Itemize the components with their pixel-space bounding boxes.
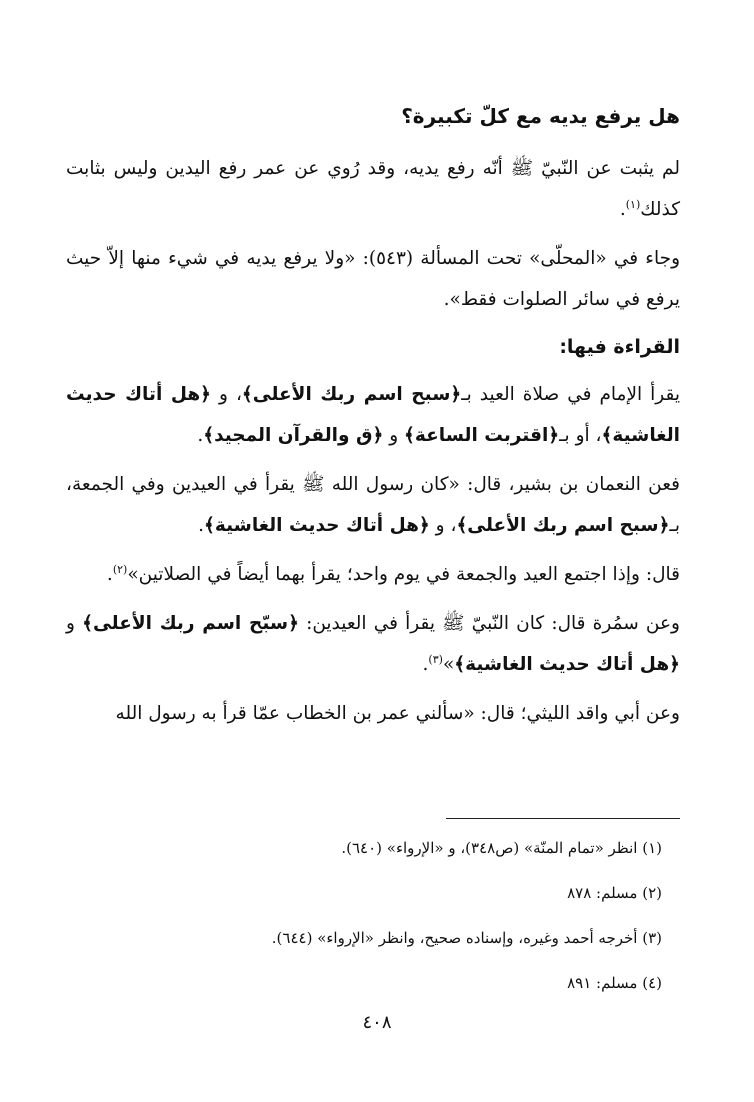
section-heading: هل يرفع يديه مع كلّ تكبيرة؟ xyxy=(401,104,680,128)
footnote-2: (٢) مسلم: ٨٧٨ xyxy=(567,884,662,902)
quran-quote: ﴿ق والقرآن المجيد﴾ xyxy=(203,425,384,446)
paragraph-text: و xyxy=(383,425,405,446)
paragraph-text: ، أو بـ xyxy=(559,425,602,446)
quran-quote: ﴿سبّح اسم ربك الأعلى﴾ xyxy=(82,613,299,634)
paragraph-text: وعن سمُرة قال: كان النّبيّ ﷺ يقرأ في العيدين: xyxy=(298,613,680,634)
quran-quote: ﴿هل أتاك حديث الغاشية﴾ xyxy=(204,515,430,536)
quran-quote: ﴿سبح اسم ربك الأعلى﴾ xyxy=(456,515,670,536)
reading-subheading: القراءة فيها: xyxy=(559,336,680,358)
quran-quote: ﴿هل أتاك حديث الغاشية﴾ xyxy=(66,384,680,446)
intro-paragraphs xyxy=(66,148,680,320)
paragraph-text: يقرأ الإمام في صلاة العيد بـ xyxy=(461,384,681,405)
footnote-1: (١) انظر «تمام المنّة» (ص٣٤٨)، و «الإرواء» (٦٤٠). xyxy=(341,839,662,857)
paragraph xyxy=(66,464,680,546)
page-number: ٤٠٨ xyxy=(362,1012,392,1033)
paragraph-text: . xyxy=(198,515,205,536)
footnotes xyxy=(66,826,662,1006)
paragraph-text: و xyxy=(66,613,83,634)
footnote-4: (٤) مسلم: ٨٩١ xyxy=(567,974,662,992)
paragraph-text: » xyxy=(442,654,455,675)
quran-quote: ﴿هل أتاك حديث الغاشية﴾ xyxy=(454,654,680,675)
paragraph xyxy=(66,554,680,595)
paragraph-text: ، و xyxy=(211,384,242,405)
paragraph-text: ، و xyxy=(429,515,457,536)
paragraph-text: وجاء في «المحلّى» تحت المسألة (٥٤٣): «ولا يرفع يديه في شيء منها إلاّ حيث يرفع في سائر الصلوات فقط». xyxy=(66,248,681,310)
reading-paragraphs xyxy=(66,374,680,734)
paragraph xyxy=(66,238,680,320)
paragraph-text: فعن النعمان بن بشير، قال: «كان رسول الله ﷺ يقرأ في العيدين وفي الجمعة، بـ xyxy=(66,474,680,536)
footnote-marker: (٣) xyxy=(428,652,443,666)
paragraph-text: وعن أبي واقد الليثي؛ قال: «سألني عمر بن الخطاب عمّا قرأ به رسول الله xyxy=(115,703,680,724)
quran-quote: ﴿اقتربت الساعة﴾ xyxy=(404,425,560,446)
paragraph-text: . xyxy=(422,654,429,675)
paragraph-text: قال: وإذا اجتمع العيد والجمعة في يوم واحد؛ يقرأ بهما أيضاً في الصلاتين» xyxy=(127,564,680,585)
paragraph-text: . xyxy=(197,425,204,446)
paragraph xyxy=(66,603,680,685)
paragraph-text: لم يثبت عن النّبيّ ﷺ أنّه رفع يديه، وقد رُوي عن عمر رفع اليدين وليس بثابت كذلك xyxy=(66,158,680,220)
paragraph xyxy=(66,148,680,230)
footnote-3: (٣) أخرجه أحمد وغيره، وإسناده صحيح، وانظر «الإرواء» (٦٤٤). xyxy=(271,929,662,947)
footnote-marker: (٢) xyxy=(112,562,128,576)
footnote-divider xyxy=(446,818,680,819)
paragraph-text: . xyxy=(106,564,113,585)
footnote-marker: (١) xyxy=(625,197,641,211)
paragraph xyxy=(66,374,680,456)
paragraph xyxy=(66,693,680,734)
paragraph-text: . xyxy=(619,199,626,220)
quran-quote: ﴿سبح اسم ربك الأعلى﴾ xyxy=(241,384,462,405)
